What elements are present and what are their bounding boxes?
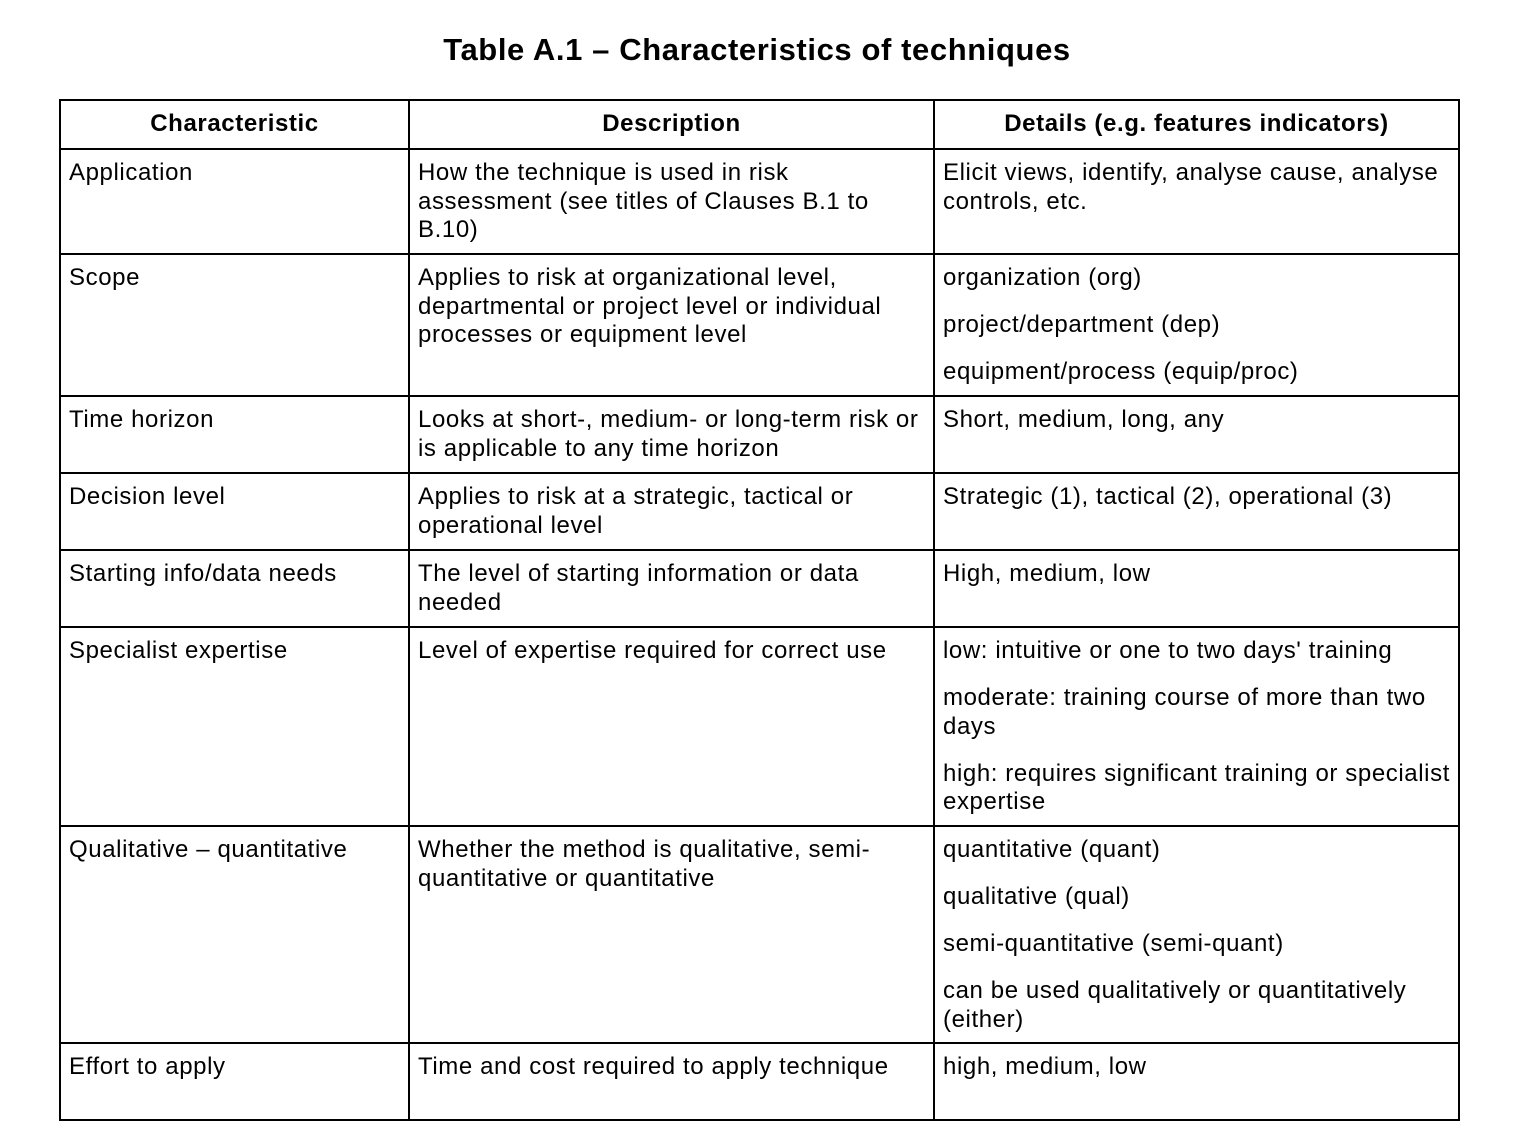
description-cell: Applies to risk at organizational level, departmental or project level or individual processes or equipment level — [409, 254, 934, 396]
detail-line: project/department (dep) — [943, 311, 1221, 338]
detail-line: Short, medium, long, any — [943, 406, 1225, 433]
details-cell — [934, 396, 1459, 473]
column-header-characteristic: Characteristic — [60, 100, 409, 149]
detail-line: high, medium, low — [943, 1053, 1147, 1080]
detail-line: can be used qualitatively or quantitatively (either) — [943, 977, 1407, 1033]
column-header-details: Details (e.g. features indicators) — [934, 100, 1459, 149]
characteristic-cell: Decision level — [60, 473, 409, 550]
characteristic-cell: Qualitative – quantitative — [60, 826, 409, 1043]
characteristic-cell: Time horizon — [60, 396, 409, 473]
characteristic-cell: Specialist expertise — [60, 627, 409, 826]
characteristics-table — [59, 99, 1460, 1121]
characteristic-cell: Effort to apply — [60, 1043, 409, 1120]
table-row-effort-to-apply — [60, 1043, 1459, 1120]
details-cell — [934, 254, 1459, 396]
table-row-specialist-expertise — [60, 627, 1459, 826]
detail-line: Strategic (1), tactical (2), operational (3) — [943, 483, 1393, 510]
detail-line: semi-quantitative (semi-quant) — [943, 930, 1284, 957]
details-cell — [934, 149, 1459, 254]
table-row-decision-level — [60, 473, 1459, 550]
detail-line: high: requires significant training or specialist expertise — [943, 759, 1450, 815]
characteristic-cell: Scope — [60, 254, 409, 396]
detail-line: High, medium, low — [943, 560, 1151, 587]
table-title: Table A.1 – Characteristics of techniques — [443, 32, 1071, 67]
details-cell — [934, 826, 1459, 1043]
characteristic-cell: Starting info/data needs — [60, 550, 409, 627]
table-row-starting-info — [60, 550, 1459, 627]
detail-line: organization (org) — [943, 264, 1142, 291]
description-cell: How the technique is used in risk assessment (see titles of Clauses B.1 to B.10) — [409, 149, 934, 254]
characteristic-cell: Application — [60, 149, 409, 254]
description-cell: Level of expertise required for correct use — [409, 627, 934, 826]
details-cell — [934, 550, 1459, 627]
table-header-row — [60, 100, 1459, 149]
detail-line: moderate: training course of more than two days — [943, 684, 1426, 740]
table-row-time-horizon — [60, 396, 1459, 473]
column-header-description: Description — [409, 100, 934, 149]
description-cell: Looks at short-, medium- or long-term risk or is applicable to any time horizon — [409, 396, 934, 473]
detail-line: Elicit views, identify, analyse cause, analyse controls, etc. — [943, 159, 1439, 215]
description-cell: The level of starting information or data needed — [409, 550, 934, 627]
description-cell: Whether the method is qualitative, semi-quantitative or quantitative — [409, 826, 934, 1043]
detail-line: equipment/process (equip/proc) — [943, 358, 1299, 385]
table-row-scope — [60, 254, 1459, 396]
description-cell: Applies to risk at a strategic, tactical or operational level — [409, 473, 934, 550]
detail-line: qualitative (qual) — [943, 883, 1130, 910]
table-row-application — [60, 149, 1459, 254]
description-cell: Time and cost required to apply technique — [409, 1043, 934, 1120]
table-row-qualitative-quantitative — [60, 826, 1459, 1043]
details-cell — [934, 473, 1459, 550]
detail-line: quantitative (quant) — [943, 836, 1161, 863]
detail-line: low: intuitive or one to two days' training — [943, 637, 1393, 664]
details-cell — [934, 1043, 1459, 1120]
details-cell — [934, 627, 1459, 826]
